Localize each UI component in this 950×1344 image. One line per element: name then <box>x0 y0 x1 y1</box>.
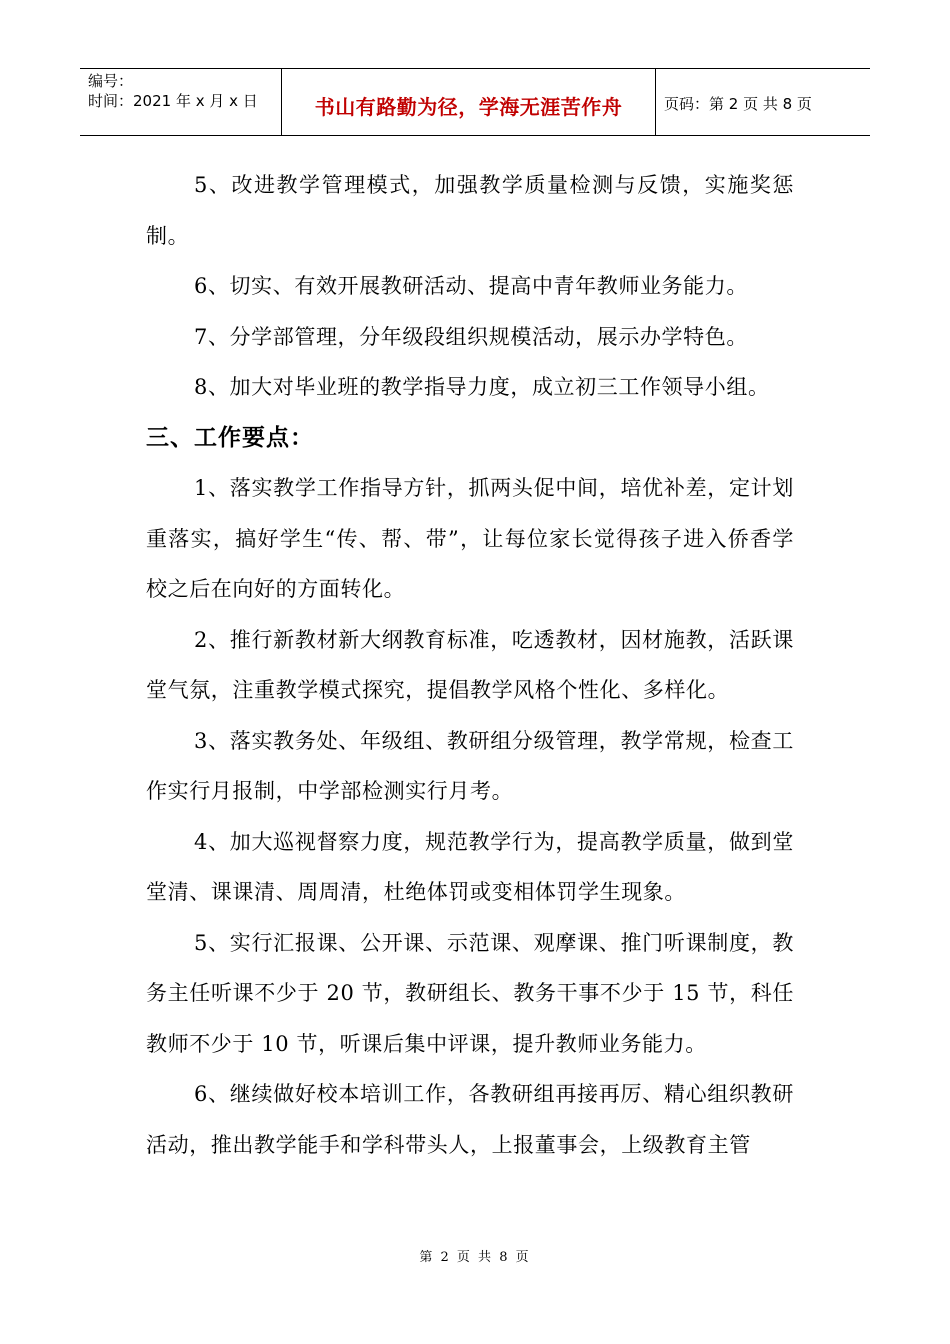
header-divider <box>655 69 656 135</box>
paragraph: 6、切实、有效开展教研活动、提高中青年教师业务能力。 <box>194 274 748 298</box>
doc-number-label: 编号： <box>88 72 134 90</box>
paragraph: 3、落实教务处、年级组、教研组分级管理，教学常规，检查工作实行月报制，中学部检测实行月考。 <box>146 728 794 803</box>
document-body <box>146 160 794 1170</box>
header-meta <box>88 71 258 111</box>
paragraph: 8、加大对毕业班的教学指导力度，成立初三工作领导小组。 <box>194 375 770 399</box>
paragraph: 5、改进教学管理模式，加强教学质量检测与反馈，实施奖惩制。 <box>146 173 794 248</box>
paragraph: 6、继续做好校本培训工作，各教研组再接再厉、精心组织教研活动，推出教学能手和学科带头人，上报董事会，上级教育主管 <box>146 1082 794 1157</box>
page-footer: 第 2 页 共 8 页 <box>419 1250 531 1265</box>
document-header <box>80 68 870 136</box>
paragraph: 7、分学部管理，分年级段组织规模活动，展示办学特色。 <box>194 324 748 349</box>
section-heading: 三、工作要点： <box>146 424 314 451</box>
paragraph: 5、实行汇报课、公开课、示范课、观摩课、推门听课制度，教务主任听课不少于 20 节，教研组长、教务干事不少于 15 节，科任教师不少于 10 节，听课后集中评课，提升教师业务能力。 <box>146 930 794 1056</box>
date-label: 时间：2021 年 x 月 x 日 <box>88 92 258 110</box>
paragraph: 1、落实教学工作指导方针，抓两头促中间，培优补差，定计划重落实，搞好学生“传、帮、带”，让每位家长觉得孩子进入侨香学校之后在向好的方面转化。 <box>146 476 794 601</box>
paragraph: 2、推行新教材新大纲教育标准，吃透教材，因材施教，活跃课堂气氛，注重教学模式探究，提倡教学风格个性化、多样化。 <box>146 627 794 702</box>
paragraph: 4、加大巡视督察力度，规范教学行为，提高教学质量，做到堂堂清、课课清、周周清，杜绝体罚或变相体罚学生现象。 <box>146 829 794 904</box>
header-page-code: 页码：第 2 页 共 8 页 <box>664 95 812 113</box>
header-motto: 书山有路勤为径，学海无涯苦作舟 <box>314 95 623 119</box>
